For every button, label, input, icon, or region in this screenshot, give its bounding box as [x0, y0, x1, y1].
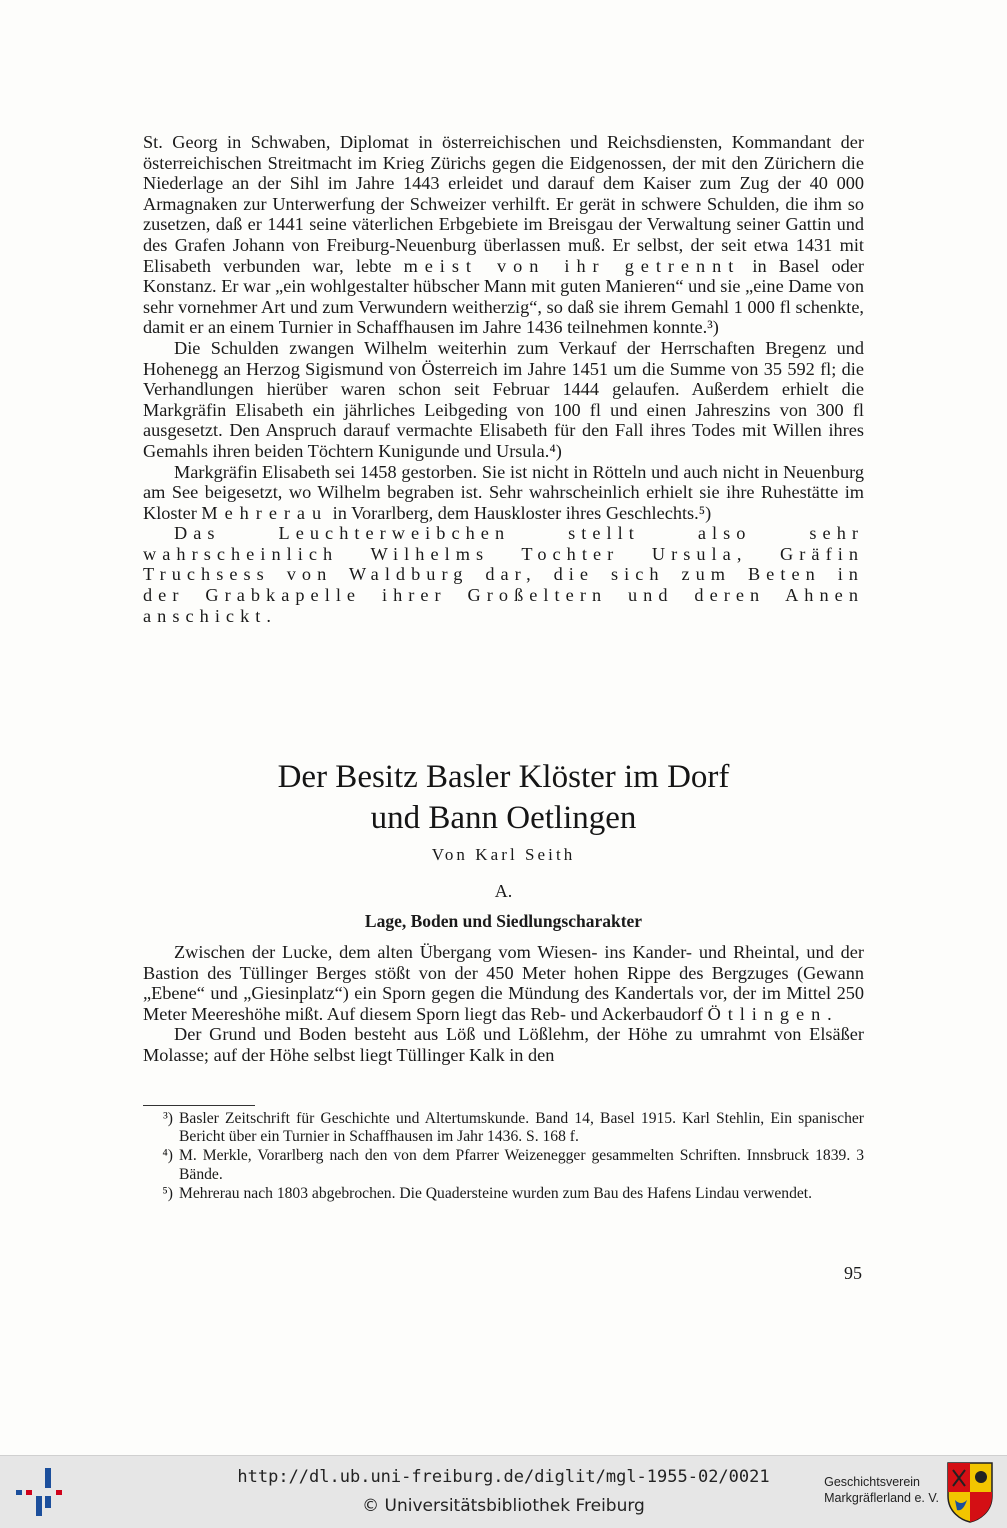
spaced-emphasis: meist von ihr getrennt	[403, 255, 741, 276]
spaced-emphasis: Ötlingen.	[707, 1003, 839, 1024]
footnotes	[143, 1110, 864, 1204]
paragraph-4: Das Leuchterweibchen stellt also sehr wahrscheinlich Wilhelms Tochter Ursula, Gräfin Truchsess von Waldburg dar, die sich zum Beten in der Grabkapelle ihrer Großeltern und deren Ahnen anschickt.	[143, 523, 864, 626]
society-name: Geschichtsverein Markgräflerland e. V.	[824, 1475, 939, 1505]
spaced-emphasis: Mehrerau	[201, 502, 329, 523]
viewer-footer	[0, 1455, 1007, 1528]
footnote: ³) Basler Zeitschrift für Geschichte und Altertumskunde. Band 14, Basel 1915. Karl Stehlin, Ein spanischer Bericht über ein Turnier in Schaffhausen im Jahr 1436. S. 168 f.	[163, 1110, 864, 1146]
permalink-url[interactable]: http://dl.ub.uni-freiburg.de/diglit/mgl-1955-02/0021	[237, 1467, 770, 1487]
article-paragraph-1: Zwischen der Lucke, dem alten Übergang vom Wiesen- ins Kander- und Rheintal, und der Bastion des Tüllinger Berges stößt von der 450 Meter hohen Rippe des Bergzuges (Gewann „Ebene“ und „Giesinplatz“) ein Sporn gegen die Mündung des Kandertals vor, der im Mittel 250 Meter Meereshöhe mißt. Auf diesem Sporn liegt das Reb- und Ackerbaudorf Ötlingen.	[143, 942, 864, 1024]
copyright-notice: © Universitätsbibliothek Freiburg	[362, 1496, 645, 1516]
article-author: Von Karl Seith	[431, 845, 576, 864]
paragraph-3: Markgräfin Elisabeth sei 1458 gestorben. Sie ist nicht in Rötteln und auch nicht in Neuenburg am See beigesetzt, wo Wilhelm begraben ist. Sehr wahrscheinlich erhielt sie ihre Ruhestätte im Kloster Mehrerau in Vorarlberg, dem Hauskloster ihres Geschlechts.⁵)	[143, 461, 864, 523]
article-title: Der Besitz Basler Klöster im Dorf und Bann Oetlingen	[277, 759, 730, 836]
body-text	[143, 132, 864, 626]
paragraph-1: St. Georg in Schwaben, Diplomat in österreichischen und Reichsdiensten, Kommandant der österreichischen Streitmacht im Krieg Zürichs gegen die Eidgenossen, der mit den Zürichern die Niederlage an der Sihl im Jahre 1443 erleidet und darauf dem Kaiser zum Zug der 40 000 Armagnaken zur Unterwerfung der Schweizer verhilft. Er gerät in schwere Schulden, die ihm so zusetzen, daß er 1441 seine väterlichen Erbgebiete im Breisgau der Verwaltung seiner Gattin und des Grafen Johann von Freiburg-Neuenburg überlassen muß. Er selbst, der seit etwa 1431 mit Elisabeth verbunden war, lebte meist von ihr getrennt in Basel oder Konstanz. Er war „ein wohlgestalter hübscher Mann mit guten Manieren“ und sie „eine Dame von sehr vornehmer Art und zum Verwundern weitherzig“, so daß sie ihrem Gemahl 1 000 fl schenkte, damit er an einem Turnier in Schaffhausen im Jahre 1436 teilnehmen konnte.³)	[143, 132, 865, 338]
article-paragraph-2: Der Grund und Boden besteht aus Löß und Lößlehm, der Höhe zu umrahmt von Elsäßer Molasse; auf der Höhe selbst liegt Tüllinger Kalk in den	[143, 1024, 864, 1065]
paragraph-2: Die Schulden zwangen Wilhelm weiterhin zum Verkauf der Herrschaften Bregenz und Hohenegg an Herzog Sigismund von Österreich im Jahre 1451 um die Summe von 35 592 fl; die Verhandlungen hierüber waren schon seit Februar 1444 gelaufen. Außerdem erhielt die Markgräfin Elisabeth ein jährliches Leibgeding von 100 fl und einen Jahreszins von 300 fl ausgesetzt. Den Anspruch darauf vermachte Elisabeth für den Fall ihres Todes mit Willen ihres Gemahls ihren beiden Töchtern Kunigunde und Ursula.⁴)	[143, 337, 864, 461]
footnote-divider	[143, 1105, 255, 1106]
coat-of-arms-icon	[945, 1460, 995, 1524]
article-body	[143, 942, 864, 1066]
section-letter: A.	[494, 881, 513, 901]
section-title: Lage, Boden und Siedlungscharakter	[364, 911, 643, 931]
footnote: ⁵) Mehrerau nach 1803 abgebrochen. Die Quadersteine wurden zum Bau des Hafens Lindau verwendet.	[162, 1184, 813, 1202]
footnote: ⁴) M. Merkle, Vorarlberg nach den von dem Pfarrer Weizenegger gesammelten Schriften. Innsbruck 1839. 3 Bände.	[162, 1147, 864, 1183]
page-number: 95	[844, 1263, 862, 1283]
